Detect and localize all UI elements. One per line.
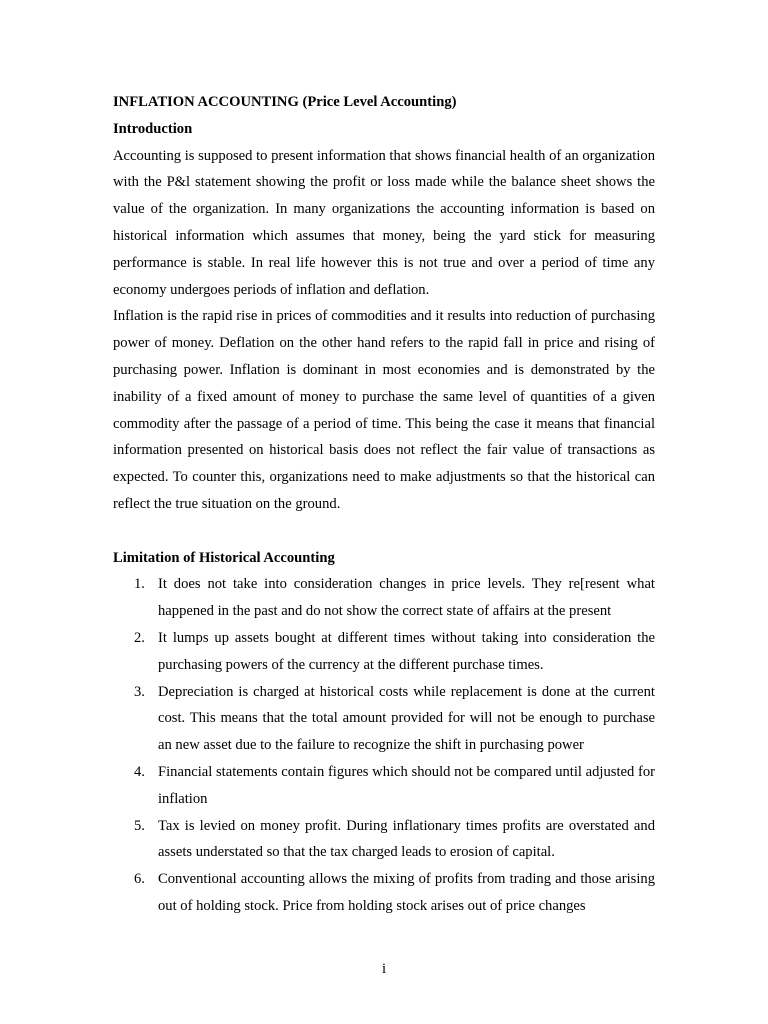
limitations-heading: Limitation of Historical Accounting bbox=[113, 549, 335, 566]
list-item bbox=[113, 813, 655, 867]
document-body bbox=[113, 89, 655, 920]
document-title: INFLATION ACCOUNTING (Price Level Accounting) bbox=[113, 94, 457, 110]
list-item-number: 1. bbox=[134, 576, 145, 593]
list-item bbox=[113, 625, 655, 679]
list-item-text: Financial statements contain figures which should not be compared until adjusted for inflation bbox=[158, 763, 655, 807]
list-item-text: Conventional accounting allows the mixing of profits from trading and those arising out of holding stock. Price from holding stock arises out of price changes bbox=[158, 871, 655, 914]
list-item-text: Tax is levied on money profit. During inflationary times profits are overstated and assets understated so that the tax charged leads to erosion of capital. bbox=[158, 817, 655, 861]
list-item-text: Depreciation is charged at historical costs while replacement is done at the current cost. This means that the total amount provided for will not be enough to purchase an new asset due to the failure to recognize the shift in purchasing power bbox=[158, 683, 655, 754]
introduction-heading: Introduction bbox=[113, 120, 193, 137]
limitations-list bbox=[113, 571, 655, 919]
list-item-number: 2. bbox=[134, 629, 145, 646]
list-item-number: 6. bbox=[134, 871, 145, 888]
intro-paragraph: Accounting is supposed to present information that shows financial health of an organization with the P&l statement showing the profit or loss made while the balance sheet shows the value of the organization. In many organizations the accounting information is based on historical information which assumes that money, being the yard stick for measuring performance is stable. In real life however this is not true and over a period of time any economy undergoes periods of inflation and deflation. bbox=[113, 147, 656, 298]
list-item-text: It lumps up assets bought at different times without taking into consideration the purchasing powers of the currency at the different purchase times. bbox=[158, 629, 655, 673]
list-item bbox=[113, 759, 655, 813]
list-item bbox=[113, 571, 655, 625]
list-item-text: It does not take into consideration changes in price levels. They re[resent what happened in the past and do not show the correct state of affairs at the present bbox=[158, 576, 655, 620]
list-item-number: 4. bbox=[134, 763, 145, 780]
section-spacer bbox=[113, 518, 655, 545]
page-number: i bbox=[381, 961, 387, 977]
list-item bbox=[113, 679, 655, 759]
list-item bbox=[113, 866, 655, 920]
list-item-number: 5. bbox=[134, 817, 145, 834]
list-item-number: 3. bbox=[134, 683, 145, 700]
inflation-paragraph: Inflation is the rapid rise in prices of commodities and it results into reduction of purchasing power of money. Deflation on the other hand refers to the rapid fall in price and rising of purchasing power. Inflation is dominant in most economies and is demonstrated by the inability of a fixed amount of money to purchase the same level of quantities of a given commodity after the passage of a period of time. This being the case it means that financial information presented on historical basis does not reflect the fair value of transactions as expected. To counter this, organizations need to make adjustments so that the historical can reflect the true situation on the ground. bbox=[113, 308, 655, 512]
